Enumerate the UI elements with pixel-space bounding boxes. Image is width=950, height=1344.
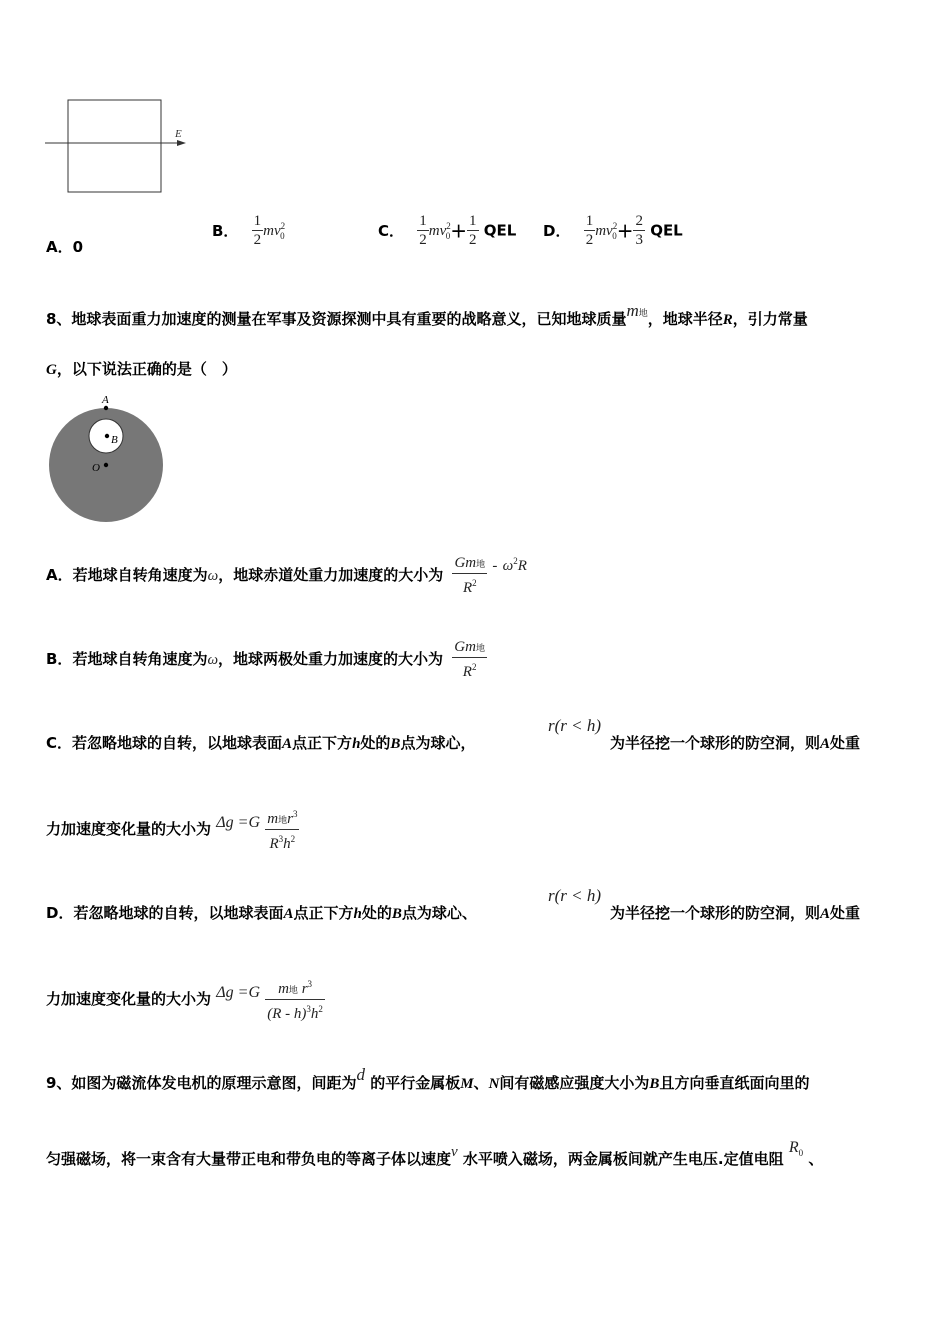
field-label-e: E bbox=[175, 128, 182, 140]
label-o: O bbox=[92, 462, 100, 474]
q8-option-b[interactable]: B．若地球自转角速度为ω，地球两极处重力加速度的大小为 $\frac{\text{Gm地}}{R^2}$ bbox=[46, 639, 485, 680]
delta-g-fraction-c: $\frac{m地r^3}{R^3h^2}$ bbox=[265, 805, 299, 853]
q8-option-c-line1[interactable]: C．若忽略地球的自转，以地球表面A点正下方h处的B点为球心， bbox=[46, 734, 476, 752]
label-b: B bbox=[111, 434, 118, 446]
q8-option-d-line2: 力加速度变化量的大小为 Δg =G $\frac{m地 r^3}{(R - h)^3h^2}$ bbox=[46, 974, 325, 1024]
q8-option-c-radius: r(r < h) bbox=[548, 716, 602, 735]
q9-stem-line2: 匀强磁场，将一束含有大量带正电和带负电的等离子体以速度v 水平喷入磁场，两金属板间就产生电压.定值电阻 $R_0$ 、 bbox=[46, 1139, 824, 1168]
q8-option-a[interactable]: A．若地球自转角速度为ω，地球赤道处重力加速度的大小为 $\frac{\text{Gm地}}{R^2}$ - $\omega^2R$ bbox=[46, 555, 527, 596]
q8-stem-line1: 8、地球表面重力加速度的测量在军事及资源探测中具有重要的战略意义，已知地球质量m地，地球半径R，引力常量 bbox=[46, 301, 808, 328]
q7-option-a[interactable]: A．0 bbox=[46, 238, 84, 256]
field-arrow-head bbox=[177, 140, 186, 146]
label-a: A bbox=[102, 394, 109, 406]
q8-stem-line2: G，以下说法正确的是（ ） bbox=[46, 360, 237, 378]
q8-option-d-line1b: 为半径挖一个球形的防空洞，则A处重 bbox=[610, 904, 861, 922]
q7-option-c[interactable]: C． $\frac{1}{2}$ $mv^2_0+$ $\frac{1}{2}$ QEL bbox=[378, 213, 517, 248]
fraction-half: $\frac{1}{2}$ bbox=[253, 213, 262, 248]
q9-stem-line1: 9、如图为磁流体发电机的原理示意图，间距为d 的平行金属板M、N间有磁感应强度大小为B且方向垂直纸面向里的 bbox=[46, 1065, 810, 1092]
q7-option-d[interactable]: D． $\frac{1}{2}$ $mv^2_0+$ $\frac{2}{3}$ QEL bbox=[543, 213, 683, 248]
square-loop bbox=[68, 100, 161, 192]
q8-option-d-line1[interactable]: D．若忽略地球的自转，以地球表面A点正下方h处的B点为球心、 bbox=[46, 904, 477, 922]
earth-cavity-diagram bbox=[44, 392, 169, 527]
point-a bbox=[104, 406, 108, 410]
delta-g-fraction-d: $\frac{m地 r^3}{(R - h)^3h^2}$ bbox=[265, 975, 325, 1023]
q7-option-b[interactable]: B． $\frac{1}{2}$ $mv^2_0$ bbox=[212, 213, 286, 248]
point-o bbox=[104, 463, 108, 467]
q8-option-d-radius: r(r < h) bbox=[548, 886, 602, 905]
point-b bbox=[105, 434, 109, 438]
field-diagram bbox=[40, 95, 200, 200]
gm-over-r2: $\frac{\text{Gm地}}{R^2}$ bbox=[454, 555, 486, 596]
q8-option-c-line2: 力加速度变化量的大小为 Δg =G $\frac{m地r^3}{R^3h^2}$ bbox=[46, 804, 299, 854]
q8-option-c-line1b: 为半径挖一个球形的防空洞，则A处重 bbox=[610, 734, 861, 752]
